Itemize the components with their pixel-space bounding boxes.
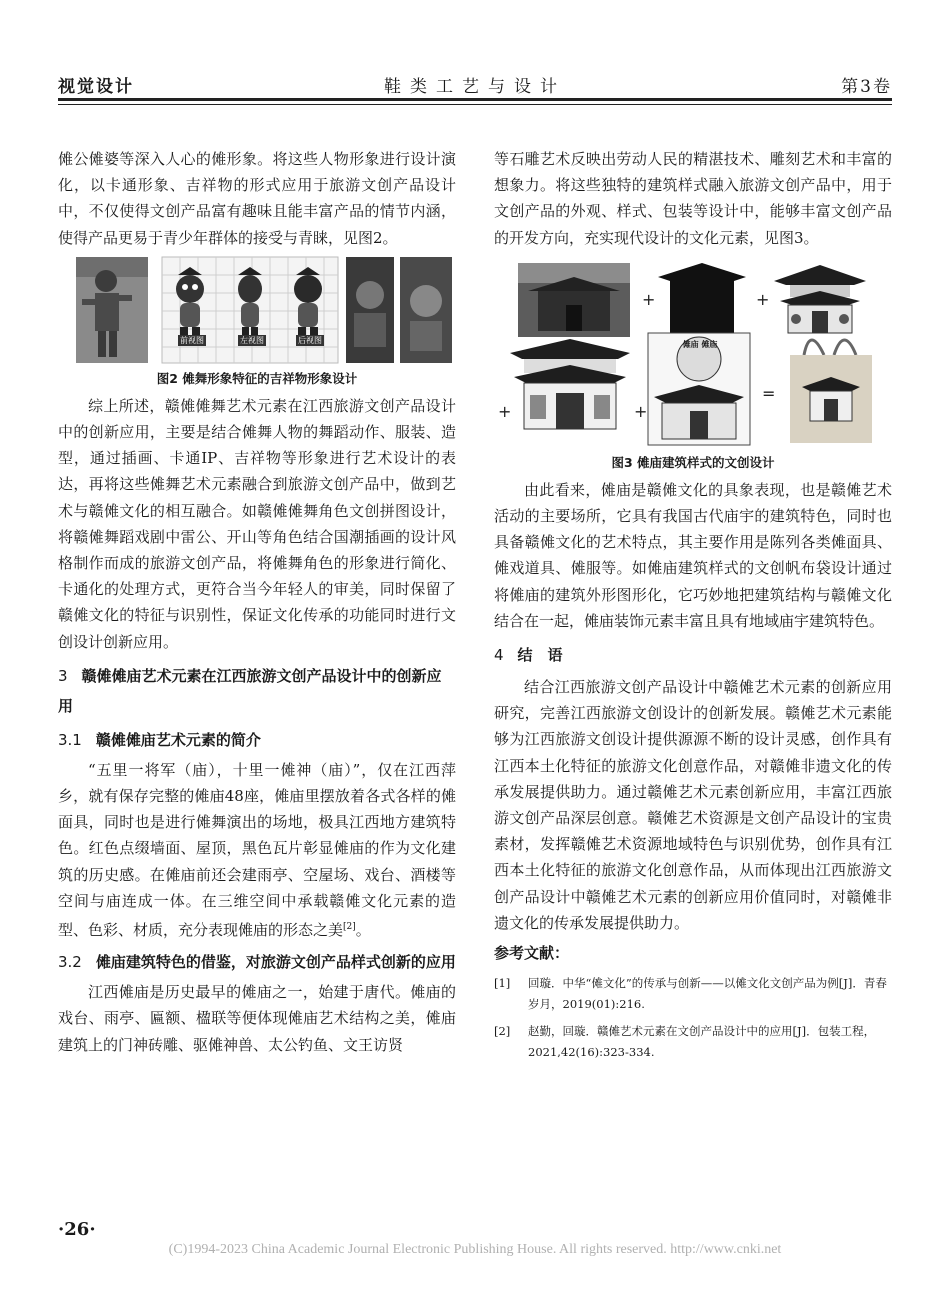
svg-text:+: + [756,289,770,309]
section-heading-3 [58,661,456,721]
references-heading: 参考文献： [494,944,570,963]
mascot-grid-sheet [162,257,338,363]
section-heading-4 [494,640,892,670]
view-label-front: 前视图 [180,335,204,345]
reference-text: 赵勤，回璇．赣傩艺术元素在文创产品设计中的应用[J]．包装工程，2021,42(16):323-334. [528,1024,876,1060]
svg-text:+: + [642,289,656,309]
paragraph: 综上所述，赣傩傩舞艺术元素在江西旅游文创产品设计中的创新应用，主要是结合傩舞人物的舞蹈动作、服装、造型，通过插画、卡通IP、吉祥物等形象进行艺术设计的表达，再将这些傩舞艺术元素融合到旅游文创产品中，做到艺术与赣傩文化的相互融合。如赣傩傩舞角色文创拼图设计，将赣傩舞蹈戏剧中雷公、开山等角色结合国潮插画的设计风格制作而成的旅游文创产品，将傩舞角色的形象进行简化、卡通化的处理方式，更符合当今年轻人的审美，同时保留了赣傩文化的特征与识别性，保证文化传承的功能同时进行文创设计创新应用。 [58,396,456,651]
temple-graphic-small [774,265,866,333]
reference-item [494,973,892,1015]
subsection-title: 赣傩傩庙艺术元素的简介 [95,730,261,749]
subsection-heading-3-1 [58,725,456,755]
temple-badge-graphic [648,333,750,445]
paragraph: 等石雕艺术反映出劳动人民的精湛技术、雕刻艺术和丰富的想象力。将这些独特的建筑样式融入旅游文创产品中，用于文创产品的外观、样式、包装等设计中，能够丰富文创产品的开发方向，充实现代设计的文化元素，见图3。 [494,150,892,247]
copyright-footer: (C)1994-2023 China Academic Journal Electronic Publishing House. All rights reserved. http://www.cnki.net [168,1242,782,1257]
temple-silhouette [658,263,746,333]
running-header [58,72,892,96]
canvas-bag [790,340,872,443]
figure-2-caption: 图2 傩舞形象特征的吉祥物形象设计 [156,370,358,386]
figure-3-caption: 图3 傩庙建筑样式的文创设计 [611,454,775,470]
section-number: 4 [494,646,504,665]
mascot-poster-1 [346,257,394,363]
subsection-title: 傩庙建筑特色的借鉴，对旅游文创产品样式创新的应用 [95,953,456,972]
reference-item [494,1021,892,1063]
page-number: ·26· [58,1219,96,1240]
paragraph: 江西傩庙是历史最早的傩庙之一，始建于唐代。傩庙的戏台、雨亭、匾额、楹联等便体现傩庙艺术结构之美，傩庙建筑上的门神砖雕、驱傩神兽、太公钓鱼、文王访贤 [58,983,456,1054]
citation: [2] [343,922,356,933]
view-label-left: 左视图 [240,335,264,345]
subsection-number: 3.1 [58,730,82,749]
view-label-back: 后视图 [298,335,322,345]
fig3-badge-text: 傩庙 傩庙 [682,338,718,349]
svg-text:+: + [634,401,648,421]
figure-2-image [58,255,456,367]
temple-graphic-large [510,339,630,429]
reference-number: [2] [494,1024,511,1039]
paragraph: 结合江西旅游文创产品设计中赣傩艺术元素的创新应用研究，完善江西旅游文创设计的创新发展。赣傩艺术元素能够为江西旅游文创设计提供源源不断的设计灵感，创作具有江西本土化特征的旅游文化创意作品，对赣傩非遗文化的传承发展提供助力。通过赣傩艺术元素创新应用，丰富江西旅游文创产品深层创意。赣傩艺术资源是文创产品设计的宝贵素材，发挥赣傩艺术资源地域特色与识别优势，创作具有江西本土化特征的旅游文化创意作品，从而体现出江西旅游文创产品设计中赣傩艺术元素的创新应用价值同时，对赣傩非遗文化的传承发展提供助力。 [494,678,892,932]
svg-text:+: + [498,401,512,421]
paragraph: 由此看来，傩庙是赣傩文化的具象表现，也是赣傩艺术活动的主要场所，它具有我国古代庙宇的建筑特色，同时也具备赣傩文化的艺术特点，其主要作用是陈列各类傩面具、傩戏道具、傩服等。如傩庙建筑样式的文创帆布袋设计通过将傩庙的建筑外形图形化，它巧妙地把建筑结构与赣傩文化结合在一起，傩庙装饰元素丰富且具有地域庙宇建筑特色。 [494,480,892,630]
reference-number: [1] [494,976,511,991]
header-rule-thick [58,98,892,101]
paragraph-text: “五里一将军（庙），十里一傩神（庙）”，仅在江西萍乡，就有保存完整的傩庙48座，傩庙里摆放着各式各样的傩面具，同时也是进行傩舞演出的场地，极具江西地方建筑特色。红色点缀墙面、屋顶，黑色瓦片彰显傩庙的作为文化建筑的历史感。在傩庙前还会建雨亭、空屋场、戏台、酒楼等空间与庙连成一体。在三维空间中承载赣傩文化元素的造型、色彩、材质，充分表现傩庙的形态之美 [58,760,456,940]
section-title: 结 语 [517,646,563,665]
left-column [58,146,456,1058]
reference-text: 回璇．中华“傩文化”的传承与创新——以傩文化文创产品为例[J]．青春岁月，2019(01):216. [528,976,887,1012]
header-section: 视觉设计 [58,77,134,97]
header-volume: 第3卷 [841,77,892,97]
header-rule-thin [58,104,892,105]
subsection-number: 3.2 [58,953,82,972]
figure-3-image [494,255,892,451]
svg-text:=: = [762,383,776,403]
section-title: 赣傩傩庙艺术元素在江西旅游文创产品设计中的创新应用 [58,666,442,715]
paragraph: 傩公傩婆等深入人心的傩形象。将这些人物形象进行设计演化，以卡通形象、吉祥物的形式应用于旅游文创产品设计中，不仅使得文创产品富有趣味且能丰富产品的情节内涵，使得产品更易于青少年群体的接受与青睐，见图2。 [58,150,456,247]
header-journal: 鞋类工艺与设计 [384,77,566,97]
paragraph-end: 。 [355,921,371,940]
subsection-heading-3-2 [58,947,456,977]
section-number: 3 [58,666,68,685]
right-column [494,146,892,1069]
paragraph [58,757,456,943]
